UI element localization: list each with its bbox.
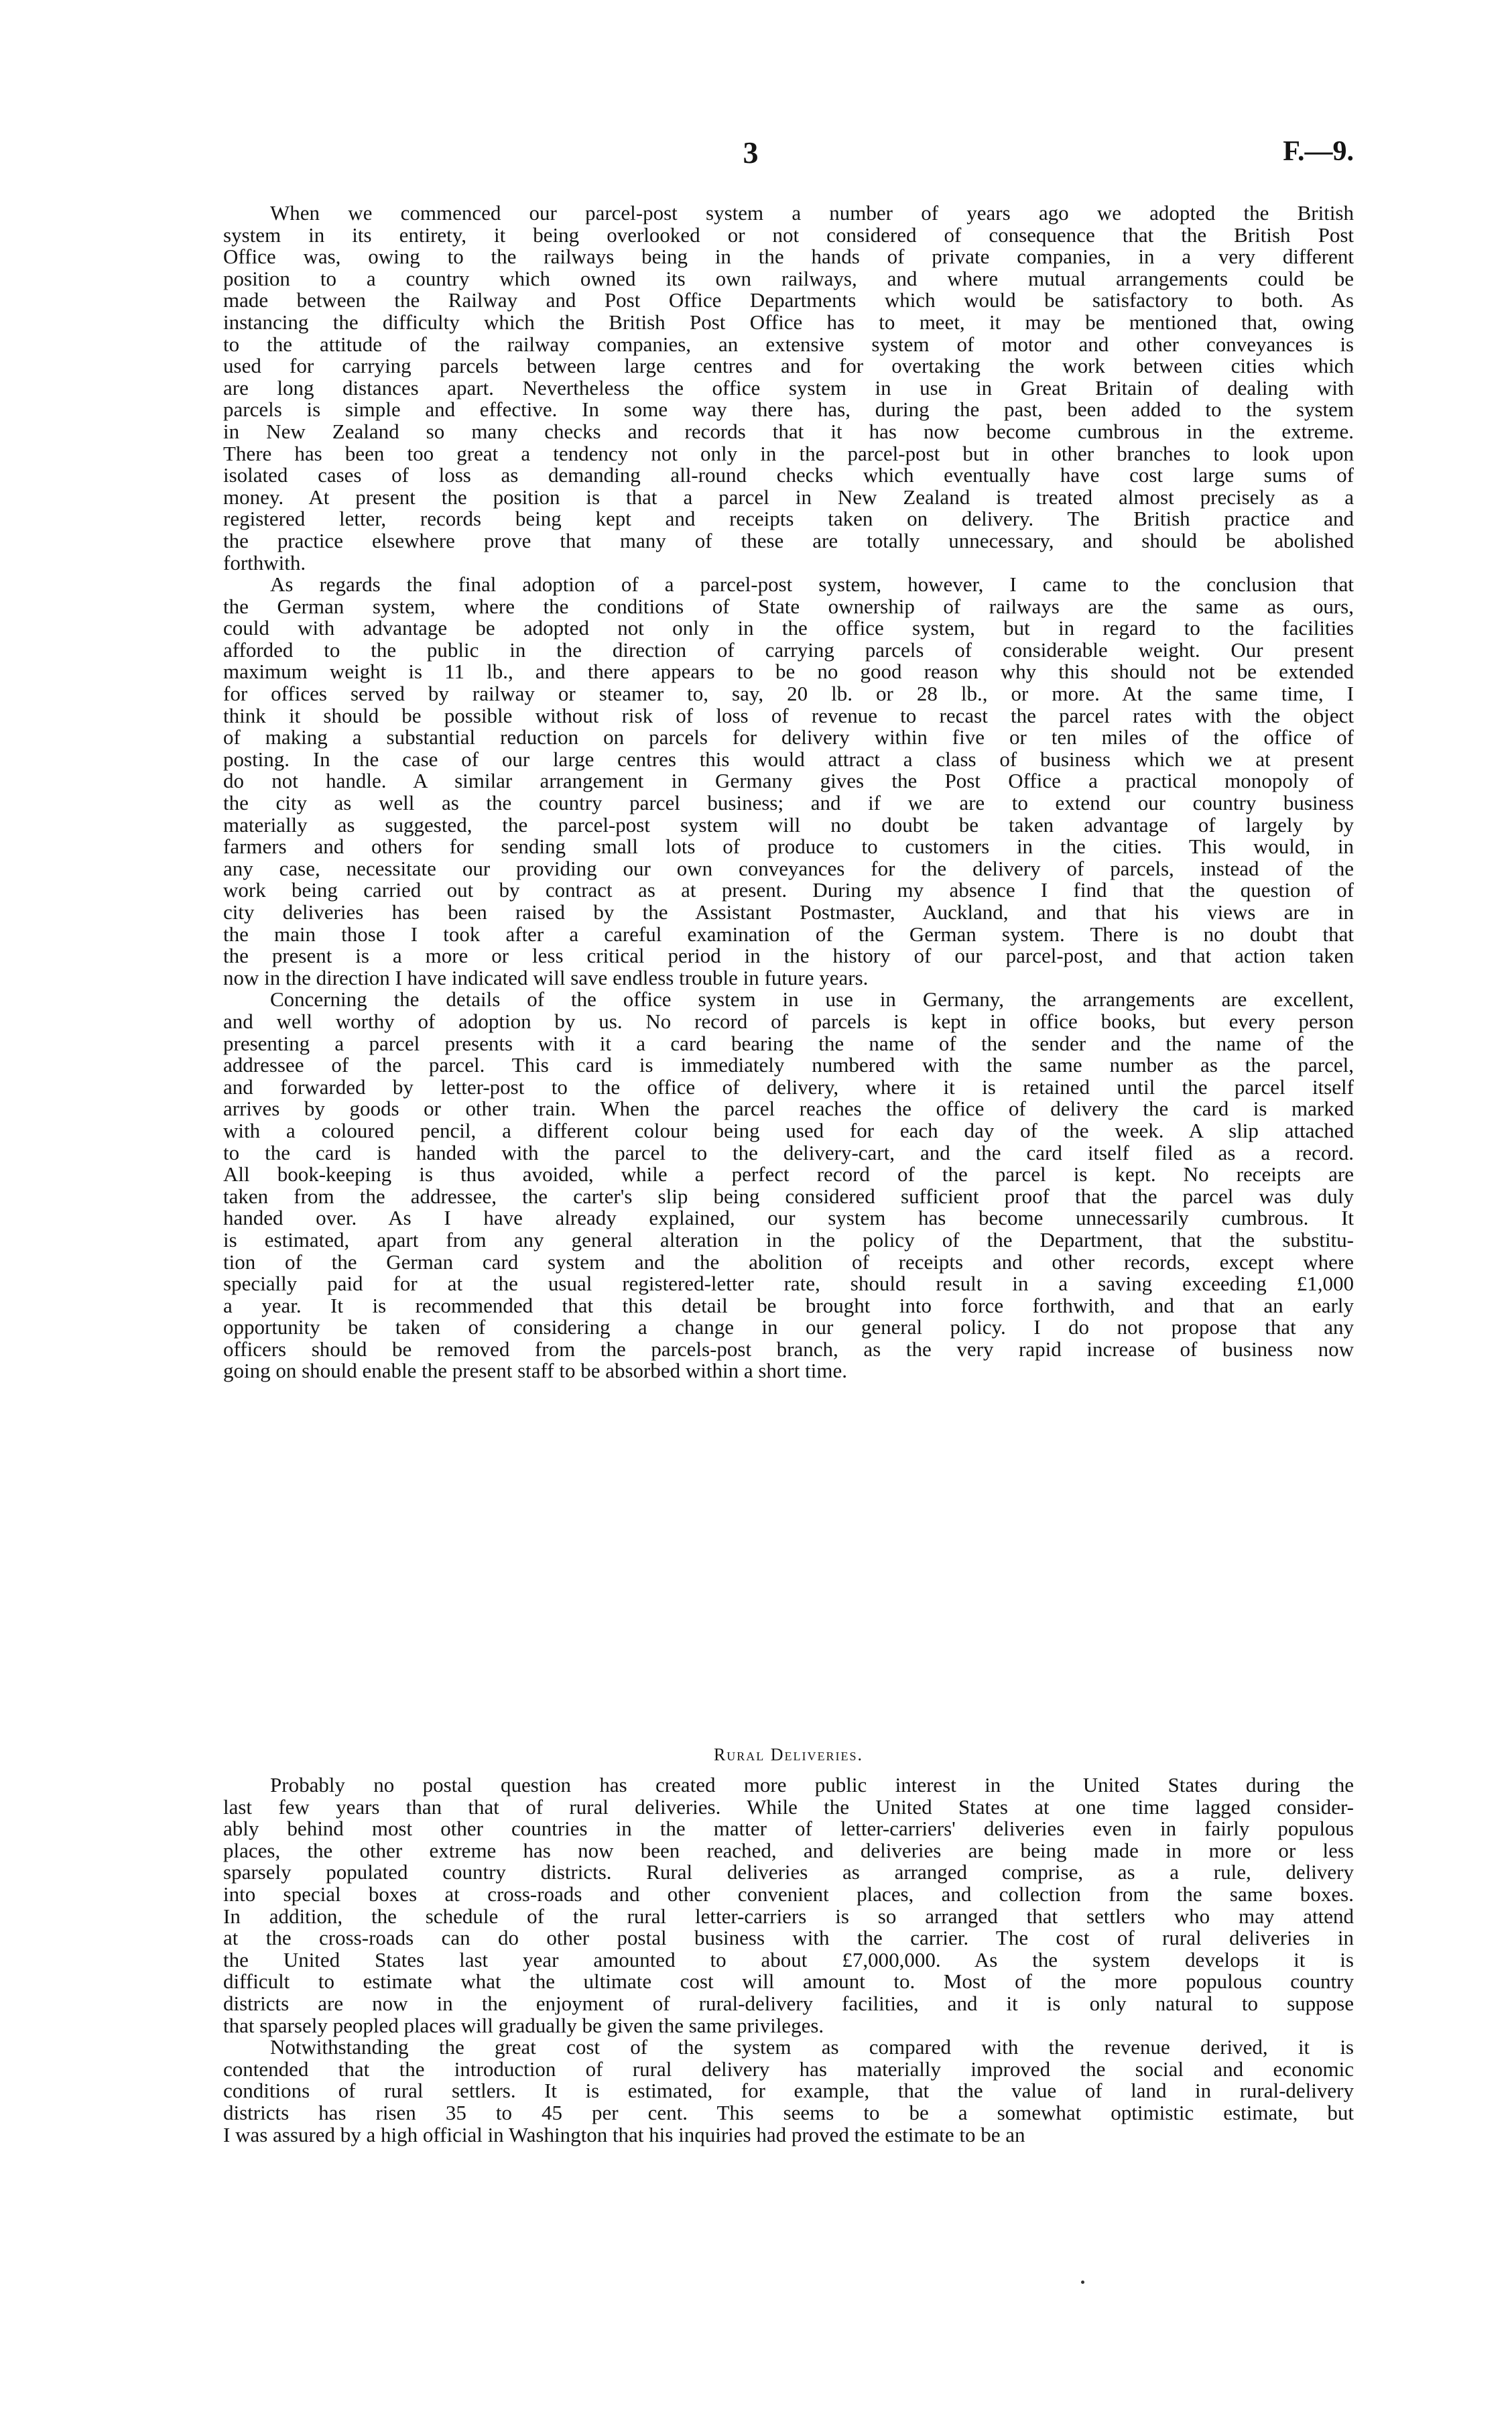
ink-dot [1081,2281,1084,2284]
body-upper [223,202,1354,1382]
page-number: 3 [743,135,759,170]
text-line: do not handle. A similar arrangement in Germany gives the Post Office a practical monopoly of [223,769,1354,793]
paper-reference: F.—9. [1283,136,1354,167]
text-line: places, the other extreme has now been reached, and deliveries are being made in more or less [223,1838,1354,1862]
text-line: registered letter, records being kept and receipts taken on delivery. The British practice and [223,507,1354,531]
text-line: a year. It is recommended that this detail be brought into force forthwith, and that an early [223,1293,1354,1317]
text-line: conditions of rural settlers. It is estimated, for example, that the value of land in rural-delivery [223,2079,1354,2103]
text-line: ably behind most other countries in the matter of letter-carriers' deliveries even in fairly populous [223,1817,1354,1841]
text-line: difficult to estimate what the ultimate cost will amount to. Most of the more populous country [223,1969,1354,1994]
text-line: Office was, owing to the railways being in the hands of private companies, in a very different [223,245,1354,269]
text-line: going on should enable the present staff to be absorbed within a short time. [223,1359,847,1383]
text-line: presenting a parcel presents with it a card bearing the name of the sender and the name of the [223,1031,1354,1055]
text-line: and well worthy of adoption by us. No record of parcels is kept in office books, but every person [223,1009,1354,1033]
text-line: the main those I took after a careful examination of the German system. There is no doubt that [223,922,1354,946]
text-line: maximum weight is 11 lb., and there appears to be no good reason why this should not be extended [223,660,1354,684]
paragraph [223,574,1354,989]
text-line: Concerning the details of the office system in use in Germany, the arrangements are excellent, [270,987,1354,1012]
text-line: of making a substantial reduction on parcels for delivery within five or ten miles of the office of [223,725,1354,749]
text-line: any case, necessitate our providing our own conveyances for the delivery of parcels, instead of the [223,856,1354,880]
text-line: that sparsely peopled places will gradually be given the same privileges. [223,2013,824,2037]
text-line: tion of the German card system and the abolition of receipts and other records, except where [223,1250,1354,1274]
text-line: handed over. As I have already explained, our system has become unnecessarily cumbrous. It [223,1206,1354,1230]
text-line: money. At present the position is that a parcel in New Zealand is treated almost precisely as a [223,485,1354,509]
text-line: are long distances apart. Nevertheless the office system in use in Great Britain of dealing with [223,375,1354,400]
text-line: for offices served by railway or steamer to, say, 20 lb. or 28 lb., or more. At the same time, I [223,682,1354,706]
text-line: think it should be possible without risk of loss of revenue to recast the parcel rates with the object [223,703,1354,727]
text-line: As regards the final adoption of a parcel-post system, however, I came to the conclusion that [270,572,1354,597]
text-line: used for carrying parcels between large centres and for overtaking the work between cities which [223,354,1354,378]
text-line: specially paid for at the usual registered-letter rate, should result in a saving exceeding £1,000 [223,1272,1354,1296]
text-line: the United States last year amounted to about £7,000,000. As the system develops it is [223,1947,1354,1971]
text-line: In addition, the schedule of the rural letter-carriers is so arranged that settlers who may attend [223,1904,1354,1928]
body-lower [223,1774,1354,2146]
text-line: with a coloured pencil, a different colour being used for each day of the week. A slip attached [223,1118,1354,1142]
text-line: sparsely populated country districts. Rural deliveries as arranged comprise, as a rule, delivery [223,1860,1354,1884]
text-line: Probably no postal question has created more public interest in the United States during the [270,1773,1354,1797]
text-line: instancing the difficulty which the British Post Office has to meet, it may be mentioned that, owing [223,310,1354,334]
text-line: materially as suggested, the parcel-post system will no doubt be taken advantage of largely by [223,812,1354,837]
text-line: and forwarded by letter-post to the office of delivery, where it is retained until the parcel itself [223,1075,1354,1099]
text-line: the present is a more or less critical period in the history of our parcel-post, and that action taken [223,944,1354,968]
text-line: farmers and others for sending small lots of produce to customers in the cities. This would, in [223,835,1354,859]
text-line: at the cross-roads can do other postal business with the carrier. The cost of rural deliveries in [223,1926,1354,1950]
text-line: Notwithstanding the great cost of the system as compared with the revenue derived, it is [270,2035,1354,2059]
text-line: to the attitude of the railway companies, an extensive system of motor and other conveyances is [223,332,1354,356]
text-line: the practice elsewhere prove that many of these are totally unnecessary, and should be abolished [223,528,1354,552]
text-line: to the card is handed with the parcel to the delivery-cart, and the card itself filed as a record. [223,1140,1354,1164]
text-line: posting. In the case of our large centres this would attract a class of business which we at present [223,747,1354,771]
text-line: All book-keeping is thus avoided, while a perfect record of the parcel is kept. No receipts are [223,1162,1354,1187]
text-line: contended that the introduction of rural delivery has materially improved the social and economic [223,2057,1354,2081]
text-line: the city as well as the country parcel business; and if we are to extend our country business [223,791,1354,815]
text-line: taken from the addressee, the carter's slip being considered sufficient proof that the parcel was duly [223,1184,1354,1208]
section-heading: Rural Deliveries. [713,1745,864,1764]
text-line: work being carried out by contract as at present. During my absence I find that the question of [223,878,1354,902]
paragraph [223,202,1354,574]
text-line: position to a country which owned its own railways, and where mutual arrangements could be [223,266,1354,290]
text-line: made between the Railway and Post Office Departments which would be satisfactory to both. As [223,288,1354,312]
text-line: into special boxes at cross-roads and other convenient places, and collection from the same boxes. [223,1882,1354,1906]
text-line: in New Zealand so many checks and records that it has now become cumbrous in the extreme. [223,419,1354,443]
paragraph [223,1774,1354,2037]
text-line: opportunity be taken of considering a change in our general policy. I do not propose that any [223,1315,1354,1339]
text-line: forthwith. [223,550,306,574]
text-line: could with advantage be adopted not only in the office system, but in regard to the facilities [223,616,1354,640]
text-line: There has been too great a tendency not only in the parcel-post but in other branches to look upon [223,441,1354,465]
text-line: isolated cases of loss as demanding all-round checks which eventually have cost large sums of [223,463,1354,487]
text-line: parcels is simple and effective. In some way there has, during the past, been added to the system [223,398,1354,422]
paragraph [223,2037,1354,2146]
text-line: districts are now in the enjoyment of rural-delivery facilities, and it is only natural to suppose [223,1991,1354,2015]
text-line: I was assured by a high official in Washington that his inquiries had proved the estimate to be an [223,2122,1025,2146]
text-line: afforded to the public in the direction of carrying parcels of considerable weight. Our present [223,637,1354,662]
text-line: is estimated, apart from any general alteration in the policy of the Department, that the substitu- [223,1227,1354,1252]
text-line: When we commenced our parcel-post system a number of years ago we adopted the British [270,201,1354,225]
text-line: city deliveries has been raised by the Assistant Postmaster, Auckland, and that his views are in [223,900,1354,924]
text-line: the German system, where the conditions of State ownership of railways are the same as ours, [223,594,1354,618]
text-line: system in its entirety, it being overlooked or not considered of consequence that the British Post [223,223,1354,247]
text-line: addressee of the parcel. This card is immediately numbered with the same number as the parcel, [223,1053,1354,1077]
text-line: officers should be removed from the parcels-post branch, as the very rapid increase of business now [223,1337,1354,1361]
paragraph [223,989,1354,1382]
text-line: arrives by goods or other train. When the parcel reaches the office of delivery the card is marked [223,1097,1354,1121]
text-line: districts has risen 35 to 45 per cent. This seems to be a somewhat optimistic estimate, but [223,2100,1354,2124]
text-line: last few years than that of rural deliveries. While the United States at one time lagged consider- [223,1795,1354,1819]
text-line: now in the direction I have indicated will save endless trouble in future years. [223,965,869,989]
